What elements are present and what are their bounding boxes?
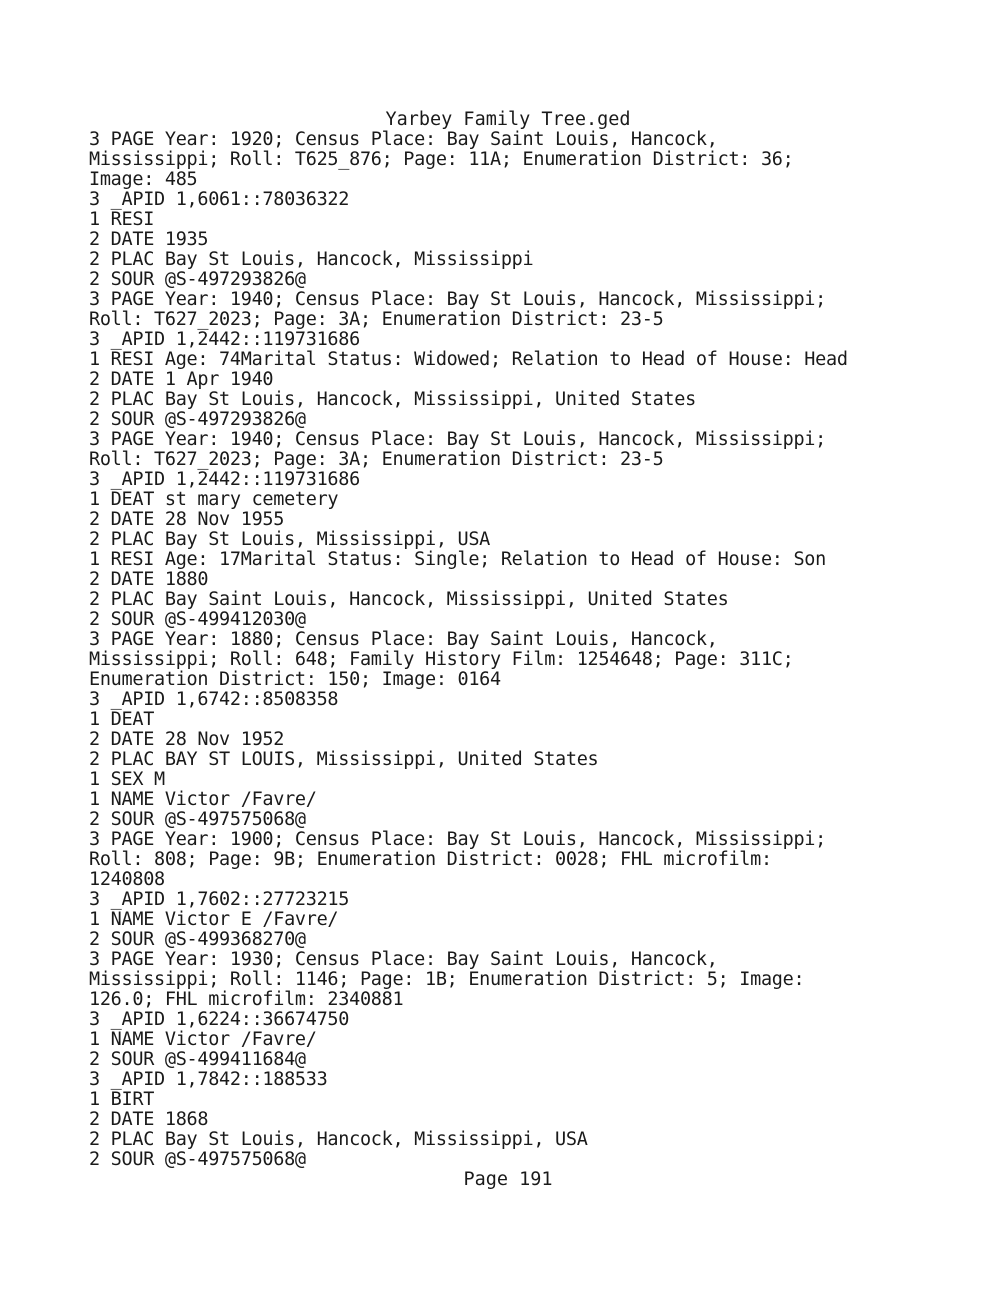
text-line: 2 PLAC Bay St Louis, Hancock, Mississippi [89,249,534,270]
text-line: 1 SEX M [89,769,165,790]
text-line: 3 _APID 1,6061::78036322 [89,189,350,210]
text-line: 3 _APID 1,7602::27723215 [89,889,350,910]
text-line: 2 PLAC BAY ST LOUIS, Mississippi, United States [89,749,599,770]
text-line: 2 PLAC Bay Saint Louis, Hancock, Mississippi, United States [89,589,729,610]
text-line: 1 RESI Age: 74Marital Status: Widowed; Relation to Head of House: Head [89,349,848,370]
text-line: 2 SOUR @S-499412030@ [89,609,306,630]
text-line: 3 _APID 1,2442::119731686 [89,329,360,350]
text-line: 3 PAGE Year: 1880; Census Place: Bay Saint Louis, Hancock, [89,629,718,650]
text-line: Mississippi; Roll: 1146; Page: 1B; Enumeration District: 5; Image: [89,969,805,990]
text-line: 2 DATE 28 Nov 1952 [89,729,285,750]
text-line: 2 PLAC Bay St Louis, Mississippi, USA [89,529,491,550]
text-line: 3 PAGE Year: 1900; Census Place: Bay St Louis, Hancock, Mississippi; [89,829,826,850]
text-line: Image: 485 [89,169,198,190]
text-line: 2 DATE 1868 [89,1109,209,1130]
text-line: 1 NAME Victor /Favre/ [89,789,317,810]
text-line: Roll: T627_2023; Page: 3A; Enumeration District: 23-5 [89,449,664,470]
page-number: Page 191 [463,1169,553,1190]
text-line: 1240808 [89,869,165,890]
text-line: Enumeration District: 150; Image: 0164 [89,669,501,690]
text-line: Mississippi; Roll: T625_876; Page: 11A; Enumeration District: 36; [89,149,794,170]
text-line: 126.0; FHL microfilm: 2340881 [89,989,404,1010]
text-line: 2 DATE 1880 [89,569,209,590]
text-line: 1 BIRT [89,1089,155,1110]
text-line: 2 PLAC Bay St Louis, Hancock, Mississippi, United States [89,389,696,410]
text-line: 1 DEAT [89,709,155,730]
text-line: 1 NAME Victor /Favre/ [89,1029,317,1050]
document-title: Yarbey Family Tree.ged [385,109,631,130]
text-line: 3 PAGE Year: 1920; Census Place: Bay Saint Louis, Hancock, [89,129,718,150]
text-line: Mississippi; Roll: 648; Family History Film: 1254648; Page: 311C; [89,649,794,670]
text-line: 2 SOUR @S-499368270@ [89,929,306,950]
text-line: 3 PAGE Year: 1930; Census Place: Bay Saint Louis, Hancock, [89,949,718,970]
text-line: 2 SOUR @S-497293826@ [89,269,306,290]
text-line: 2 DATE 1 Apr 1940 [89,369,274,390]
text-line: 3 PAGE Year: 1940; Census Place: Bay St Louis, Hancock, Mississippi; [89,429,826,450]
text-line: 1 DEAT st mary cemetery [89,489,339,510]
text-line: 2 DATE 1935 [89,229,209,250]
text-line: 2 SOUR @S-497293826@ [89,409,306,430]
text-line: 2 PLAC Bay St Louis, Hancock, Mississippi, USA [89,1129,588,1150]
text-line: Roll: T627_2023; Page: 3A; Enumeration District: 23-5 [89,309,664,330]
text-line: 1 RESI Age: 17Marital Status: Single; Relation to Head of House: Son [89,549,826,570]
text-line: 2 SOUR @S-499411684@ [89,1049,306,1070]
gedcom-text-body [89,130,969,1170]
text-line: 3 _APID 1,7842::188533 [89,1069,328,1090]
text-line: 3 _APID 1,6742::8508358 [89,689,339,710]
text-line: 2 SOUR @S-497575068@ [89,1149,306,1170]
text-line: 3 _APID 1,2442::119731686 [89,469,360,490]
text-line: 2 DATE 28 Nov 1955 [89,509,285,530]
text-line: Roll: 808; Page: 9B; Enumeration District: 0028; FHL microfilm: [89,849,772,870]
text-line: 2 SOUR @S-497575068@ [89,809,306,830]
text-line: 1 RESI [89,209,155,230]
text-line: 3 _APID 1,6224::36674750 [89,1009,350,1030]
text-line: 3 PAGE Year: 1940; Census Place: Bay St Louis, Hancock, Mississippi; [89,289,826,310]
text-line: 1 NAME Victor E /Favre/ [89,909,339,930]
